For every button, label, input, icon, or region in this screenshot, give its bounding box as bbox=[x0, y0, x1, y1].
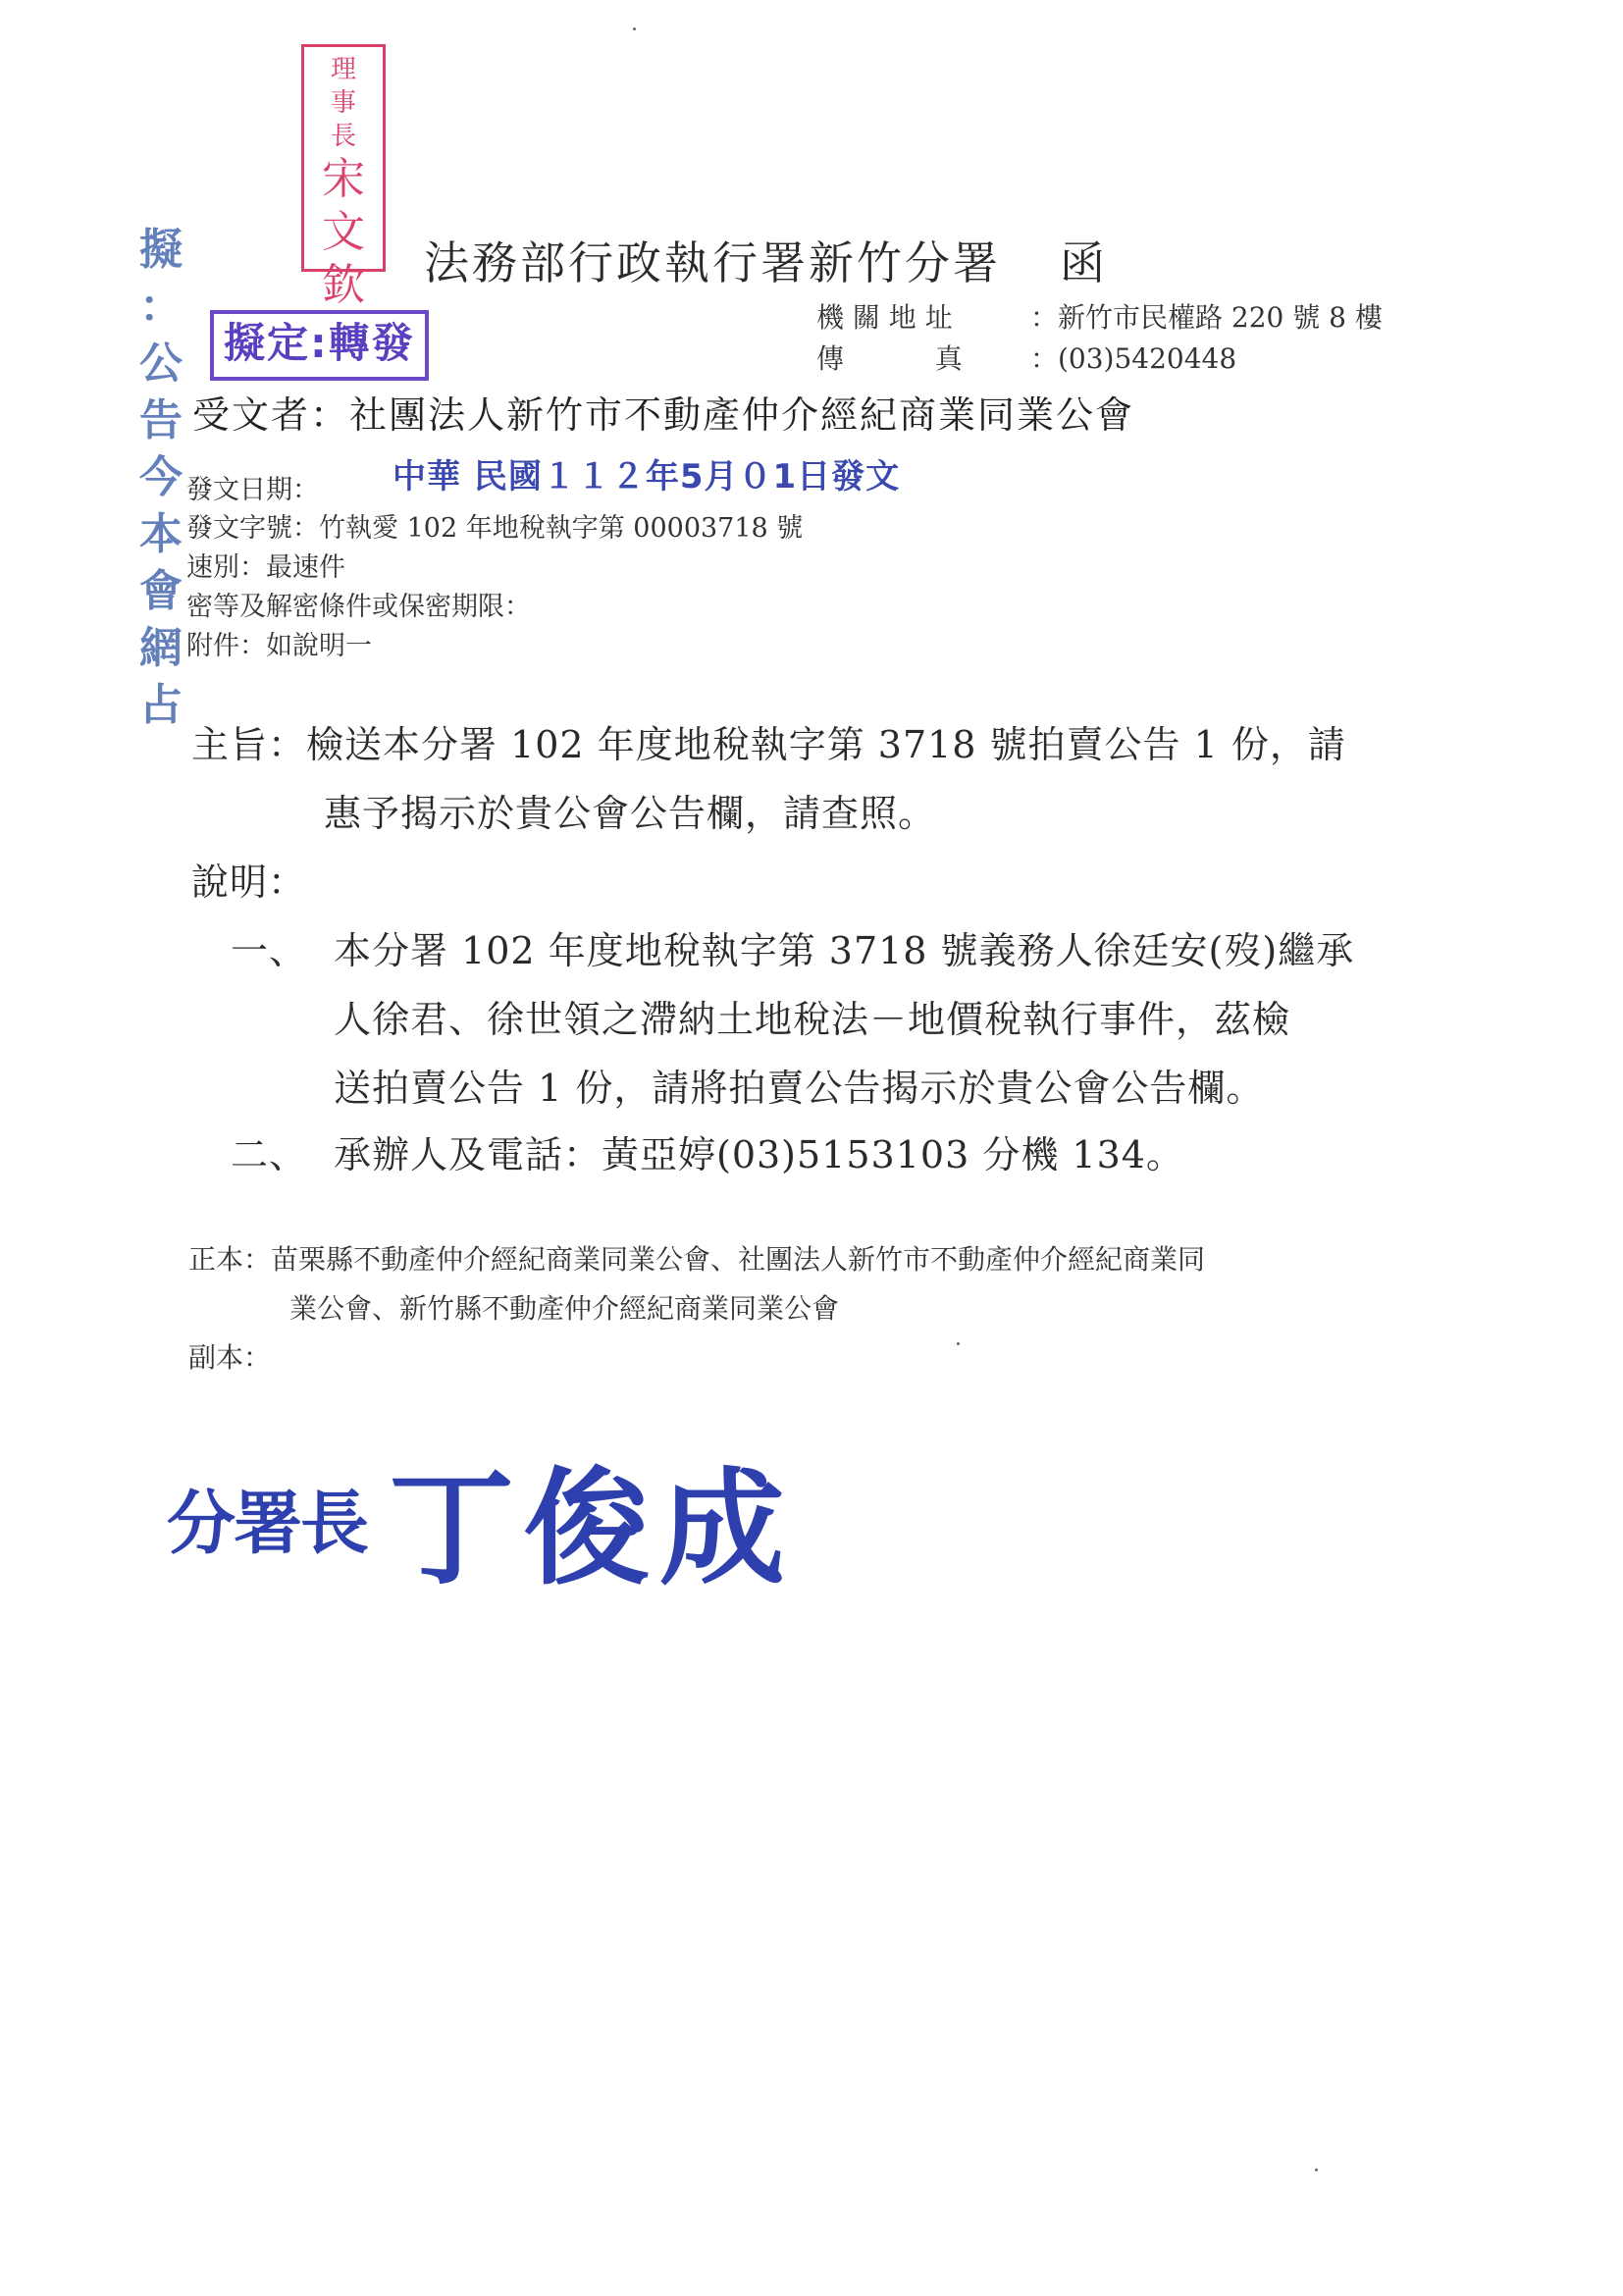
note-char: 告 bbox=[139, 395, 183, 445]
seal-char: 長 bbox=[330, 122, 356, 151]
address-value: ：新竹市民權路 220 號 8 樓 bbox=[1030, 301, 1383, 334]
document-title bbox=[424, 228, 1108, 292]
original-recipients-line-2: 業公會、新竹縣不動產仲介經紀商業同業公會 bbox=[289, 1292, 840, 1325]
note-char: 占 bbox=[139, 680, 183, 730]
vertical-note-stamp bbox=[130, 222, 192, 734]
scan-speck bbox=[957, 1342, 960, 1345]
seal-char: 欽 bbox=[322, 260, 365, 310]
copy-recipients: 副本： bbox=[188, 1341, 272, 1374]
agency-name: 法務部行政執行署新竹分署 bbox=[424, 236, 1001, 289]
seal-char: 文 bbox=[322, 207, 365, 257]
scan-speck bbox=[1315, 2168, 1318, 2171]
agency-fax bbox=[816, 338, 1236, 377]
secrecy-level: 密等及解密條件或保密期限： bbox=[186, 592, 531, 622]
forward-decision-stamp: 擬定:轉發 bbox=[210, 310, 429, 381]
note-char: 會 bbox=[139, 566, 183, 616]
explanation-item-1-line: 人徐君、徐世領之滯納土地稅法－地價稅執行事件，茲檢 bbox=[334, 998, 1291, 1041]
speed-class: 速別：最速件 bbox=[186, 552, 345, 583]
director-signature-stamp bbox=[167, 1428, 795, 1608]
original-recipients-line-1: 正本：苗栗縣不動產仲介經紀商業同業公會、社團法人新竹市不動產仲介經紀商業同 bbox=[188, 1243, 1206, 1276]
note-char: 本 bbox=[139, 509, 183, 559]
explanation-heading: 說明： bbox=[191, 861, 307, 904]
note-char: 網 bbox=[139, 623, 183, 673]
agency-address bbox=[816, 296, 1383, 336]
explanation-item-1-line: 送拍賣公告 1 份，請將拍賣公告揭示於貴公會公告欄。 bbox=[334, 1067, 1265, 1110]
signature-name: 丁俊成 bbox=[389, 1456, 796, 1602]
seal-char: 理 bbox=[330, 55, 356, 84]
seal-char: 宋 bbox=[322, 154, 365, 204]
address-label: 機 關 地 址 bbox=[816, 301, 953, 334]
fax-value: ：(03)5420448 bbox=[1030, 342, 1237, 375]
note-char: 公 bbox=[139, 339, 183, 389]
recipient: 受文者：社團法人新竹市不動產仲介經紀商業同業公會 bbox=[192, 393, 1135, 437]
item-number: 二、 bbox=[231, 1133, 308, 1176]
seal-char: 事 bbox=[330, 88, 356, 118]
issue-date-stamp: 中華 民國１１２年5月０1日發文 bbox=[393, 457, 901, 496]
chairman-seal-stamp bbox=[301, 44, 386, 310]
subject-line-1: 主旨：檢送本分署 102 年度地稅執字第 3718 號拍賣公告 1 份，請 bbox=[191, 723, 1346, 766]
explanation-item-1-line: 本分署 102 年度地稅執字第 3718 號義務人徐廷安(歿)繼承 bbox=[334, 929, 1355, 972]
fax-label: 傳 真 bbox=[816, 342, 963, 375]
note-char: 今 bbox=[139, 452, 183, 502]
attachment: 附件：如說明一 bbox=[186, 631, 372, 661]
issue-date-label: 發文日期： bbox=[186, 475, 319, 505]
note-char: 擬 bbox=[139, 225, 183, 275]
subject-line-2: 惠予揭示於貴公會公告欄，請查照。 bbox=[324, 792, 937, 835]
document-type: 函 bbox=[1060, 236, 1108, 289]
note-char: ： bbox=[139, 282, 183, 332]
scan-speck bbox=[633, 27, 636, 30]
explanation-item-2-line: 承辦人及電話：黃亞婷(03)5153103 分機 134。 bbox=[334, 1133, 1184, 1176]
signature-role: 分署長 bbox=[167, 1483, 367, 1564]
item-number: 一、 bbox=[231, 929, 308, 972]
document-number: 發文字號：竹執愛 102 年地稅執字第 00003718 號 bbox=[186, 513, 804, 544]
